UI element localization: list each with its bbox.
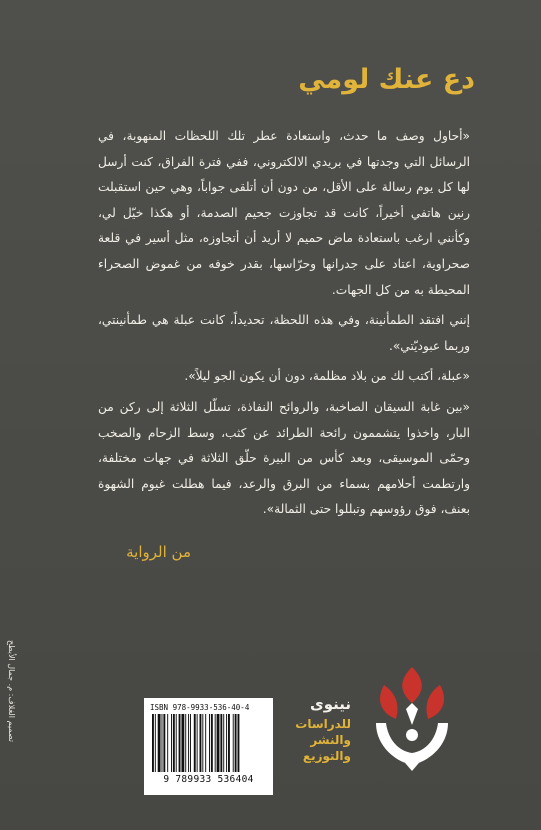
barcode-panel: [144, 698, 273, 795]
isbn-label: ISBN 978-9933-536-40-4: [150, 703, 250, 712]
barcode-digits: 9 789933 536404: [163, 774, 254, 785]
excerpt-paragraph: «بين غابة السيقان الصاخبة، والروائح النفاذة، تسلّل الثلاثة إلى ركن من البار، واخذوا يتشممون رائحة الطرائد عن كثب، وسط الزحام والصخب وحمّى الموسيقى، وبعد كأس من البيرة حلّق الثلاثة في جهات مختلفة، وارتطمت أحلامهم بسماء من البرق والرعد، فيما هطلت غيوم الشهوة بعنف، فوق رؤوسهم وتبللوا حتى الثمالة».: [98, 399, 470, 517]
barcode-icon: [150, 714, 267, 772]
publisher-line: للدراسات: [295, 717, 351, 731]
cover-design-credit-container: [0, 640, 18, 810]
publisher-logo-icon: [370, 665, 454, 775]
publisher-name: نينوى: [309, 695, 351, 713]
excerpt-paragraph: «عبلة، أكتب لك من بلاد مظلمة، دون أن يكون الجو ليلاً».: [184, 369, 470, 384]
excerpt-source: من الرواية: [126, 543, 191, 561]
excerpt-paragraph: «أحاول وصف ما حدث، واستعادة عطر تلك اللحظات المنهوبة، في الرسائل التي وجدتها في بريدي الالكتروني، ففي فترة الفراق، كنت أرسل لها كل يوم رسالة على الأقل، من دون أن أتلقى جواباً، وهي حين استقبلت رنين هاتفي أخيراً، كانت قد تجاوزت جحيم الصدمة، أو هكذا خيّل لي، وكأنني ارغب باستعادة ماض حميم لا أريد أن أتجاوزه، مثل أسير في قلعة صحراوية، اعتاد على جدرانها وحرّاسها، بقدر خوفه من غموض الصحراء المحيطة به من كل الجهات.: [98, 129, 470, 297]
publisher-line: والنشر: [310, 733, 351, 747]
excerpt-paragraph: إنني افتقد الطمأنينة، وفي هذه اللحظة، تحديداً، كانت عبلة هي طمأنينتي، وربما عبوديّتي».: [98, 313, 470, 353]
publisher-line: والتوزيع: [302, 749, 351, 763]
cover-design-credit: تصميم الغلاف: م. جمال الأبطح: [7, 640, 16, 743]
excerpt-text: [98, 124, 470, 523]
book-title: دع عنك لومي: [298, 64, 475, 95]
